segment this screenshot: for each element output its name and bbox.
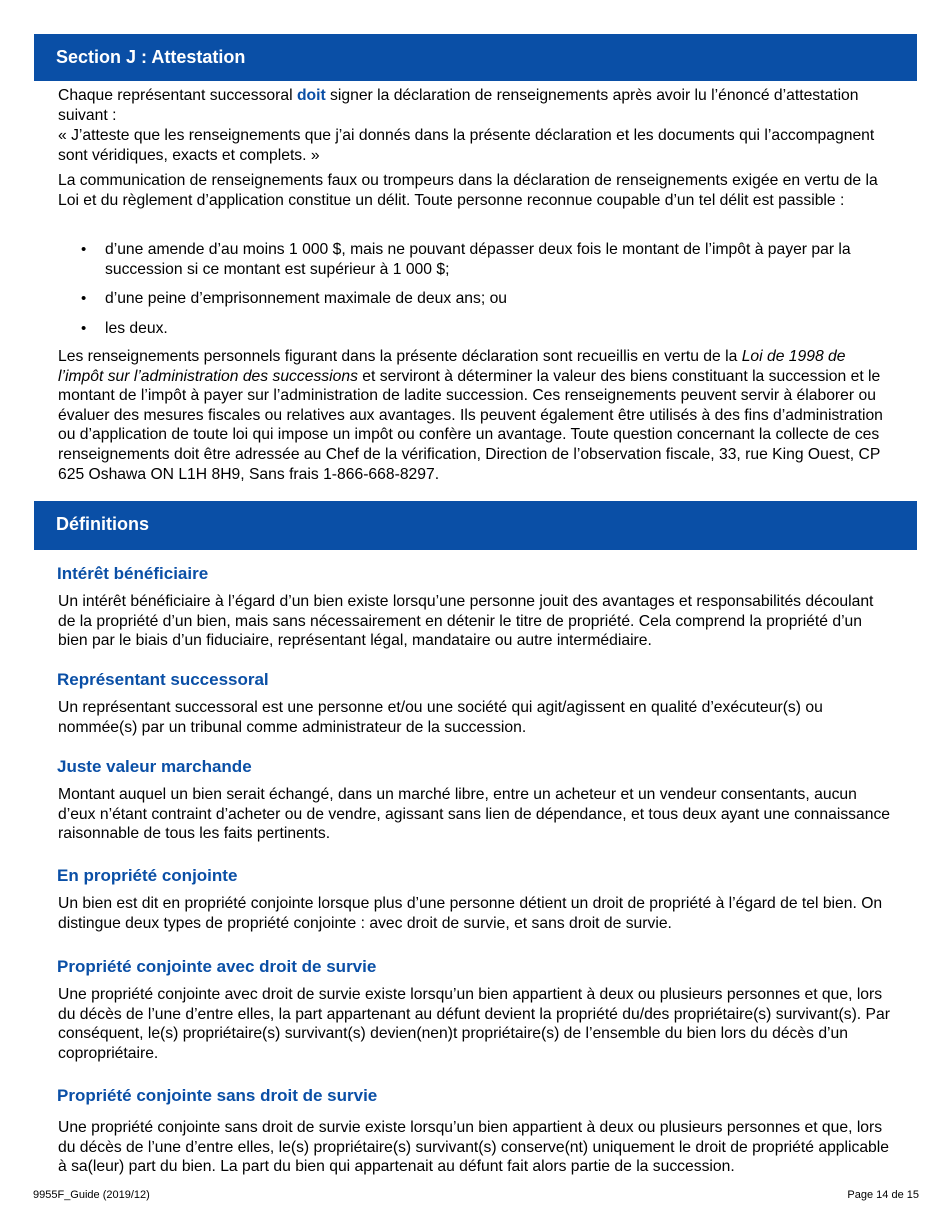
attestation-intro <box>58 86 894 125</box>
penalty-item: d’une amende d’au moins 1 000 $, mais ne pouvant dépasser deux fois le montant de l’impôt à payer par la succession si ce montant est supérieur à 1 000 $; <box>105 241 851 278</box>
definition-text: Un intérêt bénéficiaire à l’égard d’un bien existe lorsqu’une personne jouit des avantages et responsabilités découlant de la propriété d’un bien, mais sans nécessairement en détenir le titre de propriété. Cela comprend la propriété d’un bien par le biais d’un fiduciaire, représentant légal, mandataire ou autre intermédiaire. <box>58 593 874 650</box>
definition-term: Juste valeur marchande <box>57 757 252 776</box>
privacy-text-start: Les renseignements personnels figurant dans la présente déclaration sont recueillis en vertu de la <box>58 348 742 365</box>
offence-paragraph: La communication de renseignements faux ou trompeurs dans la déclaration de renseignements exigée en vertu de la Loi et du règlement d’application constitue un délit. Toute personne reconnue coupable d’un tel délit est passible : <box>58 172 878 209</box>
attestation-intro-start: Chaque représentant successoral <box>58 87 297 104</box>
page-number: Page 14 de 15 <box>847 1189 919 1201</box>
privacy-paragraph <box>58 347 894 484</box>
definitions-header <box>34 501 917 550</box>
attestation-quote: « J’atteste que les renseignements que j’ai donnés dans la présente déclaration et les documents qui l’accompagnent sont véridiques, exacts et complets. » <box>58 127 875 164</box>
section-j-title: Section J : Attestation <box>56 47 246 67</box>
form-identifier: 9955F_Guide (2019/12) <box>33 1189 150 1201</box>
definition-text: Un représentant successoral est une personne et/ou une société qui agit/agissent en qualité d’exécuteur(s) ou nommée(s) par un tribunal comme administrateur de la succession. <box>58 699 823 736</box>
act-title: Loi de 1998 de l’impôt sur l’administration des successions <box>58 348 846 385</box>
section-j-header <box>34 34 917 81</box>
definition-text: Une propriété conjointe avec droit de survie existe lorsqu’un bien appartient à deux ou plusieurs personnes et que, lors du décès de l’une d’entre elles, la part appartenant au défunt devient la propriété du/des propriétaire(s) survivant(s). Par conséquent, le(s) propriétaire(s) survivant(s) devien(nen)t propriétaire(s) de l’ensemble du bien lors du décès d’un copropriétaire. <box>58 986 890 1062</box>
bullet-mark: • <box>81 290 87 307</box>
penalty-item: les deux. <box>105 320 168 337</box>
definition-text: Une propriété conjointe sans droit de survie existe lorsqu’un bien appartient à deux ou plusieurs personnes et que, lors du décès de l’une d’entre elles, le(s) propriétaire(s) survivant(s) conserve(nt) uniquement le droit de propriété applicable à sa(leur) part du bien. La part du bien qui appartenait au défunt fait alors partie de la succession. <box>58 1119 889 1176</box>
penalty-item: d’une peine d’emprisonnement maximale de deux ans; ou <box>105 290 508 307</box>
privacy-text-end: et serviront à déterminer la valeur des biens constituant la succession et le montant de l’impôt à payer sur l’administration de ladite succession. Ces renseignements peuvent servir à élaborer ou évaluer des mesures fiscales ou relatives aux avantages. Ils peuvent également être utilisés à des fins d’administration ou d’application de toute loi qui impose un impôt ou confère un avantage. Toute question concernant la collecte de ces renseignements doit être adressée au Chef de la vérification, Direction de l’observation fiscale, 33, rue King Ouest, CP 625 Oshawa ON L1H 8H9, Sans frais 1-866-668-8297. <box>58 367 883 483</box>
definition-term: En propriété conjointe <box>57 866 238 885</box>
definition-term: Propriété conjointe avec droit de survie <box>57 957 377 976</box>
definition-text: Montant auquel un bien serait échangé, dans un marché libre, entre un acheteur et un vendeur consentants, aucun d’eux n’étant contraint d’acheter ou de vendre, agissant sans lien de dépendance, et tous deux ayant une connaissance raisonnable de tous les faits pertinents. <box>58 786 891 843</box>
definition-term: Propriété conjointe sans droit de survie <box>57 1086 378 1105</box>
attestation-must-emphasis: doit <box>296 87 326 104</box>
bullet-mark: • <box>81 241 87 258</box>
definition-text: Un bien est dit en propriété conjointe lorsque plus d’une personne détient un droit de propriété à l’égard de tel bien. On distingue deux types de propriété conjointe : avec droit de survie, et sans droit de survie. <box>58 895 883 932</box>
definitions-title: Définitions <box>56 514 149 534</box>
definition-term: Intérêt bénéficiaire <box>57 564 209 583</box>
definition-term: Représentant successoral <box>57 670 269 689</box>
bullet-mark: • <box>81 320 87 337</box>
attestation-intro-end: signer la déclaration de renseignements après avoir lu l’énoncé d’attestation suivant : <box>58 87 859 124</box>
